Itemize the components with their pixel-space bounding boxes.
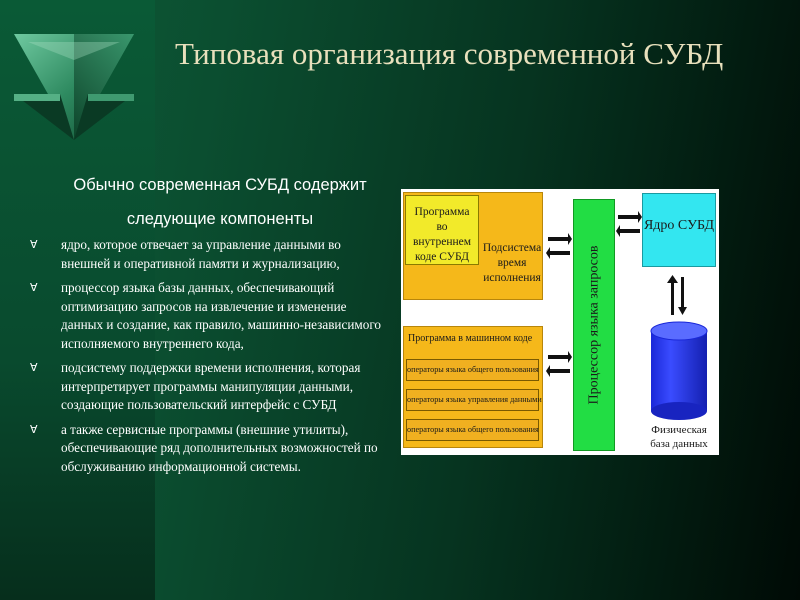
- bullet-marker-icon: ∀: [30, 281, 38, 294]
- bidirectional-arrow-icon: [616, 209, 642, 239]
- list-item-text: процессор языка базы данных, обеспечивающий оптимизацию запросов на извлечение и изменение данных и создание, как правило, машинно-независимого исполняемого внутреннего кода,: [61, 280, 382, 351]
- list-item-text: подсистему поддержки времени исполнения, которая интерпретирует программы манипуляции данными, создающие пользовательский интерфейс с СУБД: [61, 360, 361, 412]
- runtime-subsystem-label: Подсистема время исполнения: [482, 242, 542, 284]
- list-item: [30, 359, 390, 415]
- machine-program-block: [403, 326, 543, 448]
- bidirectional-arrow-icon: [546, 349, 572, 379]
- operator-row: операторы языка управления данными: [406, 389, 539, 411]
- bullet-marker-icon: ∀: [30, 422, 38, 436]
- query-processor-label: Процессор языка запросов: [586, 245, 602, 405]
- bullet-marker-icon: ∀: [30, 238, 38, 251]
- intro-text: Обычно современная СУБД содержит следующие компоненты: [73, 176, 367, 228]
- internal-program-box: Программа во внутреннем коде СУБД: [405, 195, 479, 265]
- runtime-subsystem-block: [403, 192, 543, 300]
- query-processor-block: [573, 199, 615, 451]
- bullet-marker-icon: ∀: [30, 361, 38, 374]
- database-cylinder-icon: [649, 321, 709, 421]
- dbms-core-label: Ядро СУБД: [643, 218, 715, 233]
- page-title: Типовая организация современной СУБД: [175, 36, 724, 71]
- list-item-text: ядро, которое отвечает за управление данными во внешней и оперативной памяти и журнализацию,: [61, 237, 341, 271]
- dbms-core-block: [642, 193, 716, 267]
- list-item: [30, 236, 390, 273]
- machine-program-label: Программа в машинном коде: [408, 333, 533, 344]
- physical-db-label: Физическая база данных: [650, 424, 708, 450]
- operator-row: операторы языка общего пользования: [406, 419, 539, 441]
- list-item-text: а также сервисные программы (внешние утилиты), обеспечивающие ряд дополнительных возможностей по обслуживанию информационной системы.: [61, 421, 378, 474]
- operator-row: операторы языка общего пользования: [406, 359, 539, 381]
- component-list: [30, 236, 390, 482]
- bidirectional-arrow-icon: [546, 231, 572, 261]
- list-item: [30, 279, 390, 353]
- dbms-architecture-diagram: [401, 189, 719, 455]
- vertical-bidirectional-arrow-icon: [667, 275, 689, 317]
- list-item: [30, 421, 390, 477]
- triangle-logo-icon: [10, 30, 138, 142]
